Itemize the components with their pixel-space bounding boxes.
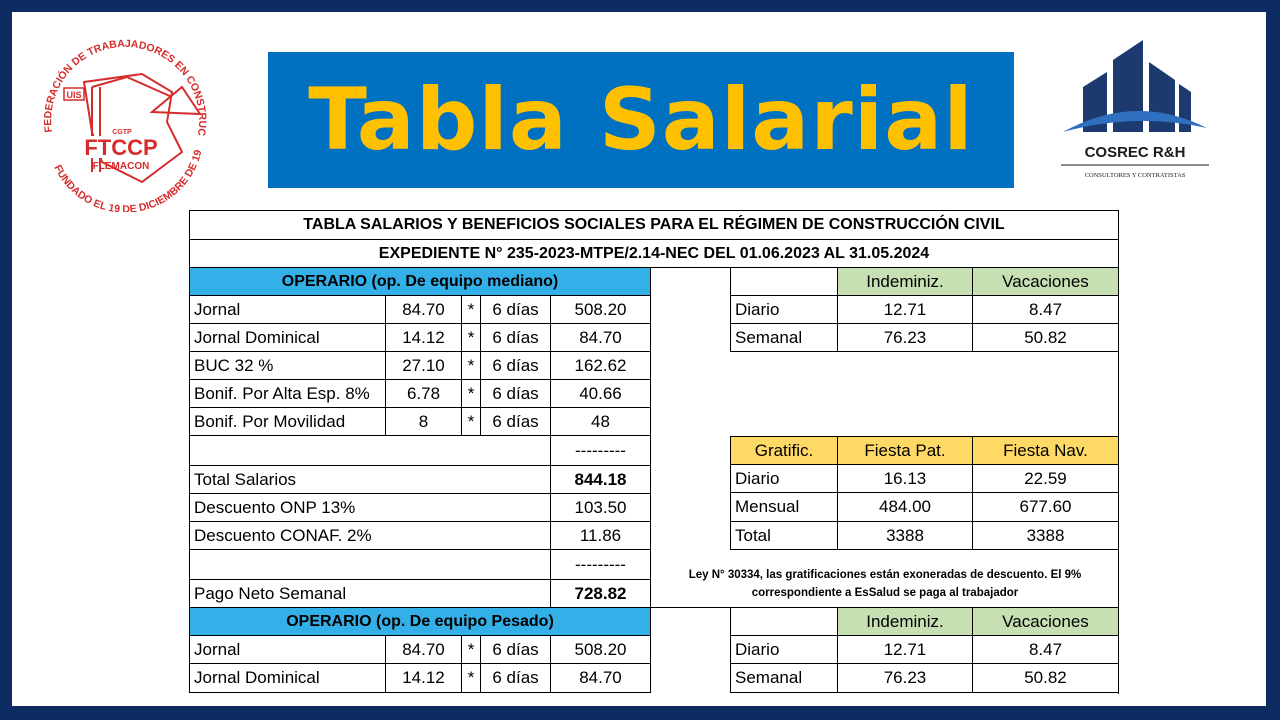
indemn2-corner [730, 607, 838, 636]
grat-value: 22.59 [972, 464, 1119, 493]
indemn2-value: 12.71 [837, 635, 973, 664]
grat-row-label: Total [730, 521, 838, 550]
row-days: 6 días [480, 323, 551, 352]
salary-sheet [189, 210, 1119, 694]
row-total: 508.20 [550, 635, 651, 664]
row-total: 162.62 [550, 351, 651, 380]
logo-right-name: COSREC R&H [1084, 144, 1186, 161]
row-op: * [461, 351, 481, 380]
indemn1-row-label: Diario [730, 295, 838, 324]
grat-value: 3388 [837, 521, 973, 550]
grat-value: 16.13 [837, 464, 973, 493]
title-banner [268, 52, 1014, 188]
indemn2-col1: Indeminiz. [837, 607, 973, 636]
row-total: 84.70 [550, 323, 651, 352]
row-rate: 84.70 [385, 295, 462, 324]
row-rate: 84.70 [385, 635, 462, 664]
row-rate: 14.12 [385, 323, 462, 352]
indemn2-col2: Vacaciones [972, 607, 1119, 636]
pago-neto-value: 728.82 [550, 579, 651, 608]
row-rate: 27.10 [385, 351, 462, 380]
row-total: 40.66 [550, 379, 651, 408]
grat-value: 3388 [972, 521, 1119, 550]
row-days: 6 días [480, 295, 551, 324]
ftccp-logo [22, 22, 222, 212]
grat-row-label: Diario [730, 464, 838, 493]
grat-col2: Fiesta Nav. [972, 436, 1119, 465]
row-op: * [461, 295, 481, 324]
spacer-cell [189, 435, 551, 466]
indemn1-value: 50.82 [972, 323, 1119, 352]
row-label: Jornal [189, 295, 386, 324]
onp-label: Descuento ONP 13% [189, 493, 551, 522]
row-rate: 8 [385, 407, 462, 436]
row-rate: 6.78 [385, 379, 462, 408]
row-op: * [461, 323, 481, 352]
row-days: 6 días [480, 663, 551, 693]
ley-note: Ley N° 30334, las gratificaciones están exoneradas de descuento. El 9% correspondiente a EsSalud se paga al trabajador [688, 569, 1082, 599]
logo-right-sub: CONSULTORES Y CONTRATISTAS [1084, 172, 1186, 179]
indemn2-value: 76.23 [837, 663, 973, 693]
row-days: 6 días [480, 407, 551, 436]
conaf-label: Descuento CONAF. 2% [189, 521, 551, 550]
spacer-cell [189, 549, 551, 580]
row-label: Bonif. Por Movilidad [189, 407, 386, 436]
row-label: Bonif. Por Alta Esp. 8% [189, 379, 386, 408]
grat-value: 484.00 [837, 492, 973, 522]
indemn2-value: 50.82 [972, 663, 1119, 693]
indemn2-row-label: Diario [730, 635, 838, 664]
conaf-value: 11.86 [550, 521, 651, 550]
logo-tag-uis: UIS [66, 90, 82, 100]
row-label: BUC 32 % [189, 351, 386, 380]
grat-col0: Gratific. [730, 436, 838, 465]
indemn1-row-label: Semanal [730, 323, 838, 352]
row-days: 6 días [480, 379, 551, 408]
row-op: * [461, 663, 481, 693]
indemn1-col2: Vacaciones [972, 267, 1119, 296]
row-total: 48 [550, 407, 651, 436]
logo-bottom-text: FUNDADO EL 19 DE DICIEMBRE DE 19 [51, 148, 205, 212]
row-days: 6 días [480, 635, 551, 664]
logo-acronym: FTCCP [84, 135, 158, 160]
row-label: Jornal Dominical [189, 323, 386, 352]
sheet-header-line1: TABLA SALARIOS Y BENEFICIOS SOCIALES PARA EL RÉGIMEN DE CONSTRUCCIÓN CIVIL [189, 210, 1119, 240]
sheet-header-line2: EXPEDIENTE N° 235-2023-MTPE/2.14-NEC DEL 01.06.2023 AL 31.05.2024 [189, 239, 1119, 268]
logo-sub: FLEMACON [92, 161, 150, 172]
indemn1-value: 8.47 [972, 295, 1119, 324]
section1-title: OPERARIO (op. De equipo mediano) [189, 267, 651, 296]
indemn1-corner [730, 267, 838, 296]
logo-tag-cgtp: CGTP [112, 129, 132, 136]
page-title: Tabla Salarial [308, 70, 974, 170]
row-op: * [461, 379, 481, 408]
section2-title: OPERARIO (op. De equipo Pesado) [189, 607, 651, 636]
cosrec-logo [1055, 32, 1215, 182]
row-label: Jornal Dominical [189, 663, 386, 693]
indemn1-value: 76.23 [837, 323, 973, 352]
row-total: 84.70 [550, 663, 651, 693]
dashes-cell: --------- [550, 435, 651, 466]
pago-neto-label: Pago Neto Semanal [189, 579, 551, 608]
total-salarios-label: Total Salarios [189, 465, 551, 494]
logo-ring-text: FEDERACIÓN DE TRABAJADORES EN CONSTRUC [42, 37, 209, 137]
indemn2-value: 8.47 [972, 635, 1119, 664]
onp-value: 103.50 [550, 493, 651, 522]
row-op: * [461, 407, 481, 436]
indemn1-value: 12.71 [837, 295, 973, 324]
dashes-cell: --------- [550, 549, 651, 580]
row-label: Jornal [189, 635, 386, 664]
row-days: 6 días [480, 351, 551, 380]
total-salarios-value: 844.18 [550, 465, 651, 494]
indemn1-col1: Indeminiz. [837, 267, 973, 296]
grat-col1: Fiesta Pat. [837, 436, 973, 465]
grat-value: 677.60 [972, 492, 1119, 522]
row-total: 508.20 [550, 295, 651, 324]
grat-row-label: Mensual [730, 492, 838, 522]
row-rate: 14.12 [385, 663, 462, 693]
indemn2-row-label: Semanal [730, 663, 838, 693]
row-op: * [461, 635, 481, 664]
